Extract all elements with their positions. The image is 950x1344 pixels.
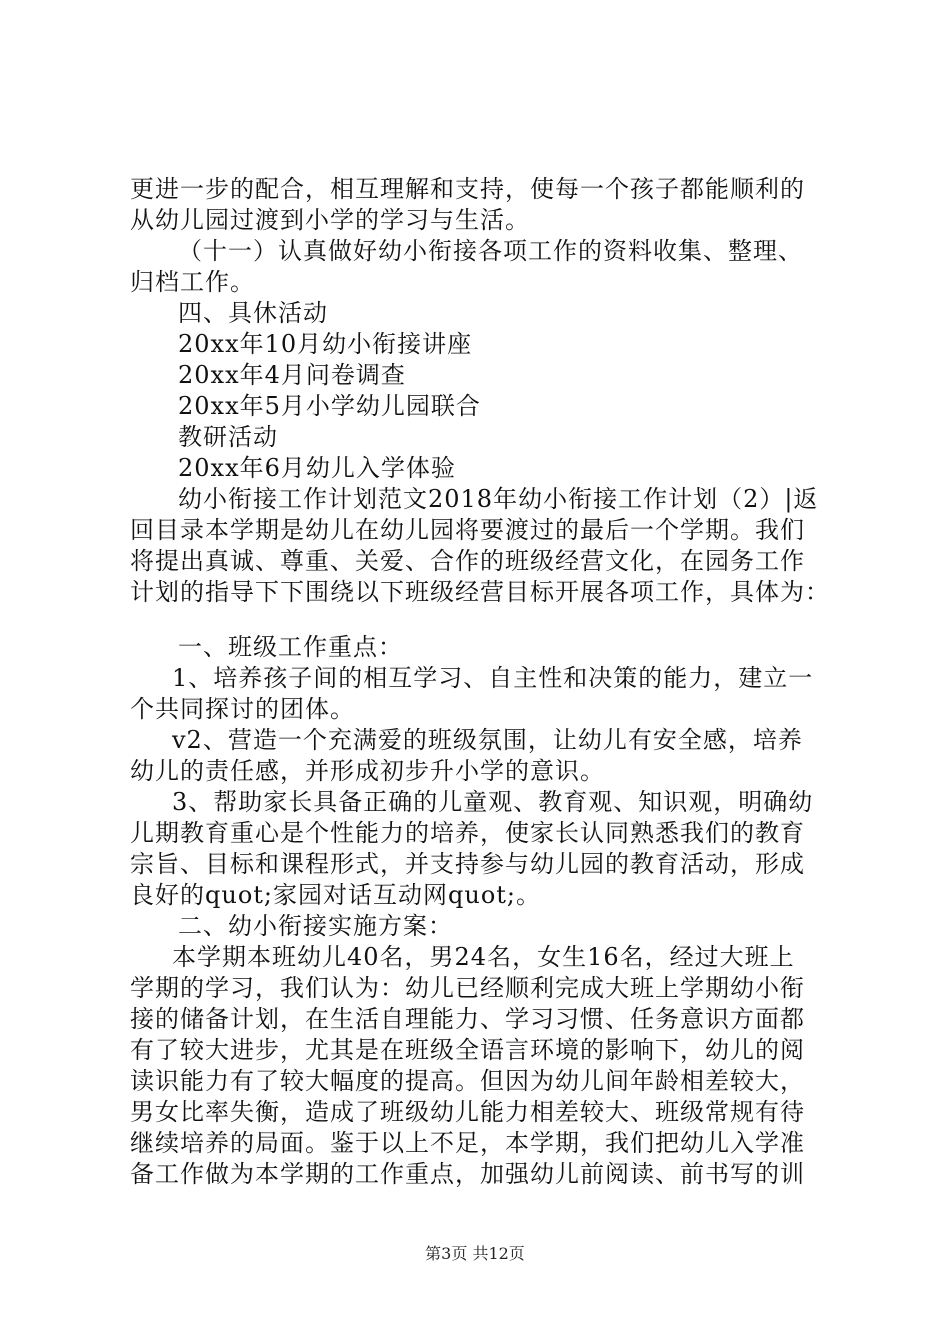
text-line: v2、营造一个充满爱的班级氛围，让幼儿有安全感，培养 xyxy=(172,726,803,754)
text-line: 将提出真诚、尊重、关爱、合作的班级经营文化，在园务工作 xyxy=(130,547,805,575)
text-line: 计划的指导下下围绕以下班级经营目标开展各项工作，具体为： xyxy=(130,578,830,606)
text-line: 良好的quot;家园对话互动网quot;。 xyxy=(130,881,541,909)
text-line: 有了较大进步，尤其是在班级全语言环境的影响下，幼儿的阅 xyxy=(130,1036,805,1064)
section-heading: 一、班级工作重点： xyxy=(178,633,403,661)
text-line: 继续培养的局面。鉴于以上不足，本学期，我们把幼儿入学准 xyxy=(130,1129,805,1157)
activity-item: 20xx年5月小学幼儿园联合 xyxy=(178,392,481,420)
document-body xyxy=(130,174,836,1190)
text-line: 读识能力有了较大幅度的提高。但因为幼儿间年龄相差较大， xyxy=(130,1067,805,1095)
text-line: 归档工作。 xyxy=(130,268,255,296)
section-heading: 四、具休活动 xyxy=(178,299,328,327)
activity-item: 教研活动 xyxy=(178,423,278,451)
section-heading: 二、幼小衔接实施方案： xyxy=(178,912,453,940)
text-line: 儿期教育重心是个性能力的培养，使家长认同熟悉我们的教育 xyxy=(130,819,805,847)
text-line: 男女比率失衡，造成了班级幼儿能力相差较大、班级常规有待 xyxy=(130,1098,805,1126)
text-line: 更进一步的配合，相互理解和支持，使每一个孩子都能顺利的 xyxy=(130,175,805,203)
text-line: 1、培养孩子间的相互学习、自主性和决策的能力，建立一 xyxy=(172,664,814,692)
text-line: 备工作做为本学期的工作重点，加强幼儿前阅读、前书写的训 xyxy=(130,1160,805,1188)
text-line: 幼小衔接工作计划范文2018年幼小衔接工作计划（2）|返 xyxy=(178,485,819,513)
page-number: 第3页 共12页 xyxy=(425,1244,525,1263)
activity-item: 20xx年4月问卷调查 xyxy=(178,361,406,389)
text-line: 个共同探讨的团体。 xyxy=(130,695,355,723)
text-line: 本学期本班幼儿40名，男24名，女生16名，经过大班上 xyxy=(172,943,795,971)
text-line: 学期的学习，我们认为：幼儿已经顺利完成大班上学期幼小衔 xyxy=(130,974,805,1002)
text-line: 幼儿的责任感，并形成初步升小学的意识。 xyxy=(130,757,605,785)
paragraph-gap xyxy=(130,608,836,632)
activity-item: 20xx年6月幼儿入学体验 xyxy=(178,454,456,482)
text-line: 宗旨、目标和课程形式，并支持参与幼儿园的教育活动，形成 xyxy=(130,850,805,878)
text-line: 3、帮助家长具备正确的儿童观、教育观、知识观，明确幼 xyxy=(172,788,814,816)
text-line: 回目录本学期是幼儿在幼儿园将要渡过的最后一个学期。我们 xyxy=(130,516,805,544)
text-line: 接的储备计划，在生活自理能力、学习习惯、任务意识方面都 xyxy=(130,1005,805,1033)
activity-item: 20xx年10月幼小衔接讲座 xyxy=(178,330,473,358)
text-line: （十一）认真做好幼小衔接各项工作的资料收集、整理、 xyxy=(178,237,803,265)
text-line: 从幼儿园过渡到小学的学习与生活。 xyxy=(130,206,530,234)
